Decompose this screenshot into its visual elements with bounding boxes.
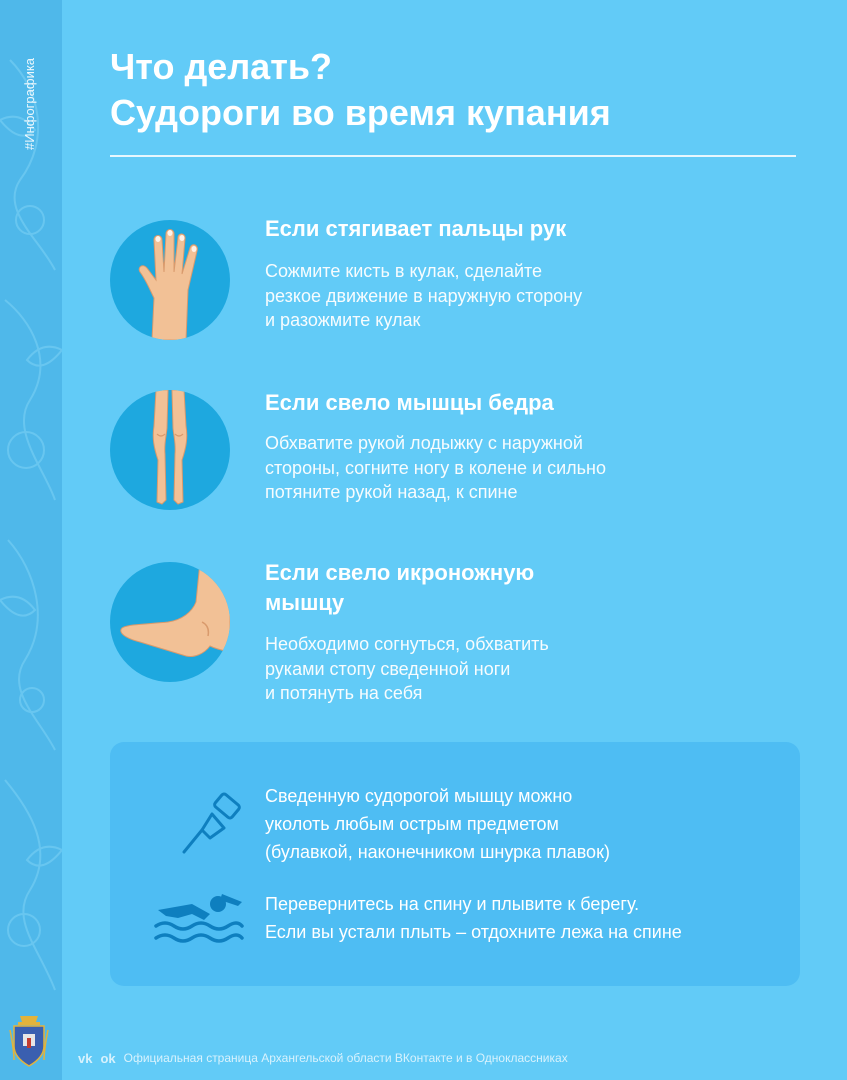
section-heading: Если стягивает пальцы рук — [265, 216, 567, 241]
section-heading — [265, 558, 665, 618]
text-line: резкое движение в наружную сторону — [265, 285, 583, 306]
decorative-sidebar — [0, 0, 62, 1080]
hand-icon — [110, 220, 230, 340]
vk-icon[interactable]: vk — [78, 1050, 93, 1066]
text-line: Если вы устали плыть – отдохните лежа на спине — [265, 922, 682, 942]
pushpin-icon — [176, 792, 248, 858]
text-line: Сведенную судорогой мышцу можно — [265, 786, 573, 806]
text-line: и разожмите кулак — [265, 310, 421, 330]
text-line: Обхватите рукой лодыжку с наружной — [265, 433, 583, 453]
floral-ornament — [0, 0, 62, 1000]
title-divider — [110, 155, 796, 157]
text-line: руками стопу сведенной ноги — [265, 658, 511, 679]
title-line-1: Что делать? — [110, 46, 332, 87]
footer — [78, 1046, 568, 1070]
heading-line: Если свело икроножную — [265, 560, 535, 585]
ok-icon[interactable]: ok — [100, 1050, 116, 1066]
text-line: стороны, согните ногу в колене и сильно — [265, 457, 606, 478]
title-line-2: Судороги во время купания — [110, 92, 611, 133]
tip-text — [265, 890, 785, 946]
section-text — [265, 632, 745, 706]
text-line: Сожмите кисть в кулак, сделайте — [265, 261, 543, 281]
text-line: уколоть любым острым предметом — [265, 814, 559, 834]
section-text — [265, 259, 745, 333]
tip-text — [265, 782, 785, 866]
text-line: Необходимо согнуться, обхватить — [265, 634, 549, 654]
section-text — [265, 431, 745, 505]
coat-of-arms-icon — [8, 1012, 50, 1070]
legs-icon — [110, 390, 230, 510]
text-line: и потянуть на себя — [265, 683, 423, 703]
heading-line: мышцу — [265, 590, 345, 615]
section-heading: Если свело мышцы бедра — [265, 390, 554, 415]
footer-text: Официальная страница Архангельской области ВКонтакте и в Одноклассниках — [123, 1051, 568, 1065]
page-title — [110, 44, 810, 136]
text-line: (булавкой, наконечником шнурка плавок) — [265, 842, 610, 862]
hashtag-label: #Инфографика — [22, 57, 37, 150]
text-line: Перевернитесь на спину и плывите к берегу. — [265, 894, 640, 914]
foot-icon — [110, 562, 230, 682]
text-line: потяните рукой назад, к спине — [265, 482, 518, 502]
swimmer-icon — [152, 892, 246, 944]
